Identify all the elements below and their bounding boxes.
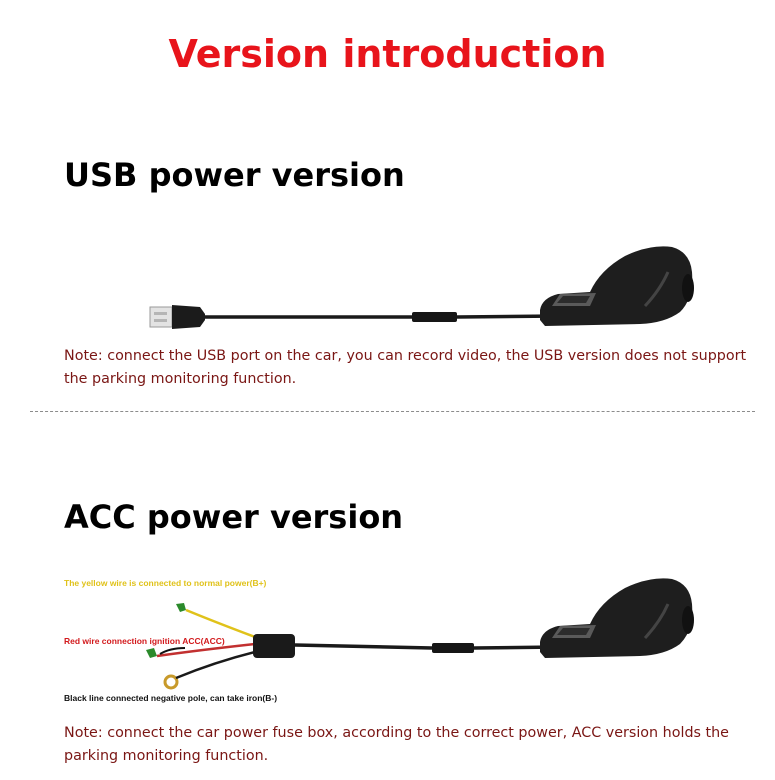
yellow-fuse-icon: [176, 603, 255, 637]
acc-version-heading: ACC power version: [64, 498, 404, 536]
page-title: Version introduction: [168, 32, 607, 76]
usb-version-note: Note: connect the USB port on the car, you can record video, the USB version does not support the parking monitoring function.: [64, 348, 747, 387]
black-wire-label: Black line connected negative pole, can take iron(B-): [64, 693, 278, 703]
yellow-wire-label: The yellow wire is connected to normal power(B+): [64, 578, 267, 588]
ground-terminal-icon: [165, 652, 255, 688]
usb-version-heading: USB power version: [64, 156, 405, 194]
cable-ferrite: [412, 312, 457, 322]
dashcam-icon: [540, 246, 694, 326]
acc-dashcam-illustration: [0, 570, 775, 710]
dashcam-icon: [540, 578, 694, 658]
section-divider: [30, 411, 755, 412]
usb-dashcam-illustration: [0, 230, 775, 340]
acc-cable: [295, 645, 432, 648]
acc-version-note: Note: connect the car power fuse box, according to the correct power, ACC version holds the parking monitoring function.: [64, 725, 729, 764]
red-wire-label: Red wire connection ignition ACC(ACC): [64, 636, 225, 646]
junction-box: [253, 634, 295, 658]
usb-plug-icon: [150, 305, 205, 329]
cable-ferrite: [432, 643, 474, 653]
